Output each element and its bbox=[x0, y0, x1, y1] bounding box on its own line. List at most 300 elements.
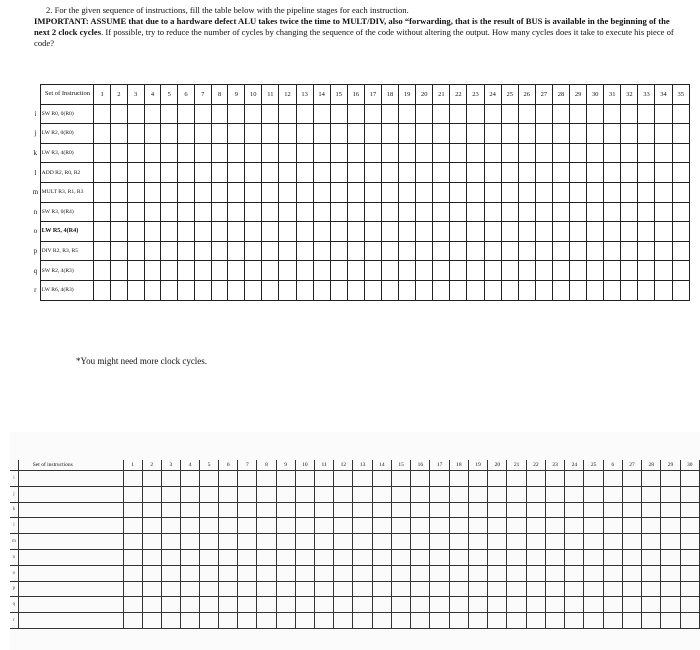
stage-cell[interactable] bbox=[570, 182, 587, 202]
stage-cell[interactable] bbox=[279, 182, 296, 202]
stage-cell-2[interactable] bbox=[295, 502, 314, 518]
stage-cell-2[interactable] bbox=[468, 581, 487, 597]
stage-cell-2[interactable] bbox=[449, 534, 468, 550]
stage-cell[interactable] bbox=[399, 202, 416, 222]
stage-cell[interactable] bbox=[194, 261, 211, 281]
stage-cell[interactable] bbox=[416, 202, 433, 222]
stage-cell[interactable] bbox=[161, 124, 178, 144]
stage-cell-2[interactable] bbox=[314, 597, 333, 613]
stage-cell-2[interactable] bbox=[661, 597, 680, 613]
stage-cell[interactable] bbox=[518, 182, 535, 202]
stage-cell-2[interactable] bbox=[372, 549, 391, 565]
stage-cell-2[interactable] bbox=[353, 486, 372, 502]
stage-cell[interactable] bbox=[518, 124, 535, 144]
stage-cell-2[interactable] bbox=[142, 565, 161, 581]
stage-cell[interactable] bbox=[178, 202, 195, 222]
stage-cell-2[interactable] bbox=[430, 565, 449, 581]
stage-cell[interactable] bbox=[111, 280, 128, 300]
stage-cell-2[interactable] bbox=[180, 518, 199, 534]
stage-cell-2[interactable] bbox=[123, 613, 142, 629]
stage-cell[interactable] bbox=[672, 261, 689, 281]
stage-cell[interactable] bbox=[194, 182, 211, 202]
stage-cell[interactable] bbox=[587, 182, 604, 202]
stage-cell[interactable] bbox=[416, 222, 433, 242]
stage-cell[interactable] bbox=[552, 143, 569, 163]
stage-cell-2[interactable] bbox=[257, 613, 276, 629]
stage-cell-2[interactable] bbox=[219, 597, 238, 613]
stage-cell[interactable] bbox=[535, 104, 552, 124]
stage-cell-2[interactable] bbox=[584, 534, 603, 550]
stage-cell[interactable] bbox=[450, 261, 467, 281]
stage-cell[interactable] bbox=[416, 182, 433, 202]
stage-cell[interactable] bbox=[518, 222, 535, 242]
stage-cell-2[interactable] bbox=[391, 534, 410, 550]
stage-cell-2[interactable] bbox=[123, 518, 142, 534]
stage-cell[interactable] bbox=[433, 241, 450, 261]
stage-cell[interactable] bbox=[194, 202, 211, 222]
stage-cell[interactable] bbox=[228, 143, 245, 163]
stage-cell-2[interactable] bbox=[622, 518, 641, 534]
stage-cell-2[interactable] bbox=[411, 581, 430, 597]
stage-cell-2[interactable] bbox=[449, 518, 468, 534]
stage-cell-2[interactable] bbox=[584, 565, 603, 581]
stage-cell-2[interactable] bbox=[200, 613, 219, 629]
stage-cell[interactable] bbox=[535, 163, 552, 183]
stage-cell[interactable] bbox=[552, 222, 569, 242]
stage-cell-2[interactable] bbox=[411, 565, 430, 581]
stage-cell[interactable] bbox=[228, 182, 245, 202]
stage-cell[interactable] bbox=[94, 261, 111, 281]
stage-cell-2[interactable] bbox=[468, 471, 487, 487]
stage-cell[interactable] bbox=[655, 143, 672, 163]
stage-cell-2[interactable] bbox=[314, 565, 333, 581]
stage-cell[interactable] bbox=[94, 280, 111, 300]
stage-cell[interactable] bbox=[433, 280, 450, 300]
stage-cell-2[interactable] bbox=[391, 565, 410, 581]
stage-cell-2[interactable] bbox=[507, 597, 526, 613]
stage-cell[interactable] bbox=[313, 222, 330, 242]
stage-cell[interactable] bbox=[279, 104, 296, 124]
stage-cell[interactable] bbox=[211, 163, 228, 183]
stage-cell-2[interactable] bbox=[142, 549, 161, 565]
stage-cell[interactable] bbox=[144, 124, 161, 144]
stage-cell-2[interactable] bbox=[314, 581, 333, 597]
stage-cell[interactable] bbox=[211, 182, 228, 202]
stage-cell-2[interactable] bbox=[468, 502, 487, 518]
stage-cell-2[interactable] bbox=[680, 471, 699, 487]
stage-cell[interactable] bbox=[672, 241, 689, 261]
stage-cell[interactable] bbox=[111, 222, 128, 242]
stage-cell[interactable] bbox=[467, 124, 484, 144]
stage-cell-2[interactable] bbox=[642, 549, 661, 565]
stage-cell[interactable] bbox=[94, 124, 111, 144]
stage-cell[interactable] bbox=[450, 241, 467, 261]
stage-cell[interactable] bbox=[672, 182, 689, 202]
stage-cell-2[interactable] bbox=[219, 502, 238, 518]
stage-cell[interactable] bbox=[621, 222, 638, 242]
stage-cell[interactable] bbox=[313, 241, 330, 261]
stage-cell-2[interactable] bbox=[180, 549, 199, 565]
stage-cell[interactable] bbox=[127, 124, 144, 144]
stage-cell-2[interactable] bbox=[680, 581, 699, 597]
stage-cell[interactable] bbox=[347, 182, 364, 202]
stage-cell[interactable] bbox=[296, 182, 313, 202]
stage-cell[interactable] bbox=[621, 241, 638, 261]
stage-cell[interactable] bbox=[127, 222, 144, 242]
stage-cell[interactable] bbox=[111, 182, 128, 202]
stage-cell[interactable] bbox=[313, 202, 330, 222]
stage-cell-2[interactable] bbox=[507, 581, 526, 597]
stage-cell[interactable] bbox=[399, 143, 416, 163]
stage-cell[interactable] bbox=[313, 280, 330, 300]
stage-cell[interactable] bbox=[467, 182, 484, 202]
stage-cell[interactable] bbox=[587, 261, 604, 281]
stage-cell[interactable] bbox=[399, 261, 416, 281]
stage-cell[interactable] bbox=[552, 163, 569, 183]
stage-cell[interactable] bbox=[587, 163, 604, 183]
stage-cell-2[interactable] bbox=[257, 518, 276, 534]
stage-cell[interactable] bbox=[127, 261, 144, 281]
stage-cell-2[interactable] bbox=[276, 565, 295, 581]
stage-cell[interactable] bbox=[296, 241, 313, 261]
stage-cell-2[interactable] bbox=[488, 471, 507, 487]
instruction-cell-2[interactable] bbox=[18, 534, 123, 550]
stage-cell[interactable] bbox=[570, 143, 587, 163]
stage-cell-2[interactable] bbox=[565, 613, 584, 629]
stage-cell-2[interactable] bbox=[200, 565, 219, 581]
stage-cell-2[interactable] bbox=[219, 565, 238, 581]
stage-cell[interactable] bbox=[552, 280, 569, 300]
stage-cell[interactable] bbox=[144, 182, 161, 202]
stage-cell-2[interactable] bbox=[603, 613, 622, 629]
stage-cell[interactable] bbox=[94, 241, 111, 261]
stage-cell[interactable] bbox=[161, 104, 178, 124]
stage-cell[interactable] bbox=[381, 182, 398, 202]
stage-cell[interactable] bbox=[501, 222, 518, 242]
stage-cell[interactable] bbox=[381, 163, 398, 183]
stage-cell[interactable] bbox=[127, 163, 144, 183]
stage-cell-2[interactable] bbox=[507, 471, 526, 487]
stage-cell-2[interactable] bbox=[584, 597, 603, 613]
stage-cell-2[interactable] bbox=[295, 597, 314, 613]
stage-cell-2[interactable] bbox=[507, 502, 526, 518]
stage-cell[interactable] bbox=[672, 104, 689, 124]
stage-cell[interactable] bbox=[604, 222, 621, 242]
stage-cell[interactable] bbox=[399, 124, 416, 144]
stage-cell[interactable] bbox=[245, 202, 262, 222]
stage-cell-2[interactable] bbox=[161, 518, 180, 534]
stage-cell-2[interactable] bbox=[488, 518, 507, 534]
stage-cell[interactable] bbox=[279, 280, 296, 300]
stage-cell[interactable] bbox=[535, 143, 552, 163]
stage-cell[interactable] bbox=[552, 241, 569, 261]
stage-cell-2[interactable] bbox=[642, 502, 661, 518]
stage-cell-2[interactable] bbox=[238, 471, 257, 487]
stage-cell[interactable] bbox=[279, 163, 296, 183]
stage-cell-2[interactable] bbox=[372, 597, 391, 613]
stage-cell-2[interactable] bbox=[257, 549, 276, 565]
stage-cell-2[interactable] bbox=[123, 549, 142, 565]
stage-cell[interactable] bbox=[111, 124, 128, 144]
stage-cell-2[interactable] bbox=[180, 471, 199, 487]
stage-cell-2[interactable] bbox=[526, 486, 545, 502]
stage-cell-2[interactable] bbox=[276, 471, 295, 487]
stage-cell[interactable] bbox=[416, 280, 433, 300]
stage-cell-2[interactable] bbox=[526, 471, 545, 487]
stage-cell-2[interactable] bbox=[603, 518, 622, 534]
stage-cell-2[interactable] bbox=[411, 549, 430, 565]
stage-cell[interactable] bbox=[144, 202, 161, 222]
stage-cell[interactable] bbox=[178, 222, 195, 242]
stage-cell[interactable] bbox=[94, 182, 111, 202]
stage-cell-2[interactable] bbox=[334, 486, 353, 502]
stage-cell[interactable] bbox=[450, 124, 467, 144]
stage-cell[interactable] bbox=[347, 163, 364, 183]
stage-cell[interactable] bbox=[621, 104, 638, 124]
stage-cell[interactable] bbox=[245, 182, 262, 202]
stage-cell-2[interactable] bbox=[295, 486, 314, 502]
stage-cell[interactable] bbox=[484, 261, 501, 281]
stage-cell[interactable] bbox=[313, 182, 330, 202]
stage-cell-2[interactable] bbox=[584, 486, 603, 502]
stage-cell-2[interactable] bbox=[584, 581, 603, 597]
stage-cell-2[interactable] bbox=[372, 486, 391, 502]
stage-cell[interactable] bbox=[262, 182, 279, 202]
stage-cell[interactable] bbox=[467, 261, 484, 281]
stage-cell[interactable] bbox=[330, 163, 347, 183]
stage-cell-2[interactable] bbox=[449, 565, 468, 581]
stage-cell[interactable] bbox=[416, 143, 433, 163]
instruction-cell-2[interactable] bbox=[18, 613, 123, 629]
stage-cell-2[interactable] bbox=[142, 471, 161, 487]
stage-cell[interactable] bbox=[672, 222, 689, 242]
stage-cell-2[interactable] bbox=[142, 502, 161, 518]
stage-cell[interactable] bbox=[127, 280, 144, 300]
stage-cell-2[interactable] bbox=[123, 597, 142, 613]
stage-cell-2[interactable] bbox=[411, 502, 430, 518]
stage-cell[interactable] bbox=[228, 261, 245, 281]
stage-cell-2[interactable] bbox=[622, 565, 641, 581]
stage-cell-2[interactable] bbox=[334, 581, 353, 597]
stage-cell-2[interactable] bbox=[603, 502, 622, 518]
stage-cell-2[interactable] bbox=[314, 613, 333, 629]
stage-cell[interactable] bbox=[245, 280, 262, 300]
stage-cell-2[interactable] bbox=[257, 486, 276, 502]
stage-cell-2[interactable] bbox=[584, 549, 603, 565]
stage-cell-2[interactable] bbox=[642, 518, 661, 534]
stage-cell[interactable] bbox=[484, 124, 501, 144]
stage-cell[interactable] bbox=[535, 182, 552, 202]
stage-cell-2[interactable] bbox=[507, 486, 526, 502]
stage-cell[interactable] bbox=[604, 280, 621, 300]
stage-cell[interactable] bbox=[501, 280, 518, 300]
stage-cell[interactable] bbox=[194, 124, 211, 144]
stage-cell[interactable] bbox=[672, 124, 689, 144]
stage-cell[interactable] bbox=[416, 241, 433, 261]
stage-cell-2[interactable] bbox=[642, 471, 661, 487]
stage-cell[interactable] bbox=[433, 202, 450, 222]
stage-cell-2[interactable] bbox=[622, 613, 641, 629]
stage-cell[interactable] bbox=[467, 104, 484, 124]
stage-cell-2[interactable] bbox=[180, 534, 199, 550]
instruction-cell-2[interactable] bbox=[18, 581, 123, 597]
stage-cell[interactable] bbox=[416, 261, 433, 281]
stage-cell[interactable] bbox=[279, 124, 296, 144]
stage-cell[interactable] bbox=[313, 124, 330, 144]
stage-cell[interactable] bbox=[161, 182, 178, 202]
stage-cell[interactable] bbox=[587, 222, 604, 242]
stage-cell[interactable] bbox=[655, 124, 672, 144]
stage-cell[interactable] bbox=[518, 163, 535, 183]
stage-cell[interactable] bbox=[347, 202, 364, 222]
stage-cell[interactable] bbox=[672, 163, 689, 183]
stage-cell-2[interactable] bbox=[488, 534, 507, 550]
stage-cell[interactable] bbox=[111, 104, 128, 124]
stage-cell[interactable] bbox=[570, 280, 587, 300]
stage-cell-2[interactable] bbox=[142, 486, 161, 502]
stage-cell[interactable] bbox=[638, 222, 655, 242]
stage-cell[interactable] bbox=[467, 241, 484, 261]
stage-cell-2[interactable] bbox=[449, 549, 468, 565]
stage-cell-2[interactable] bbox=[200, 549, 219, 565]
stage-cell-2[interactable] bbox=[411, 518, 430, 534]
stage-cell[interactable] bbox=[94, 143, 111, 163]
stage-cell[interactable] bbox=[655, 222, 672, 242]
stage-cell-2[interactable] bbox=[334, 534, 353, 550]
stage-cell-2[interactable] bbox=[142, 581, 161, 597]
stage-cell-2[interactable] bbox=[430, 549, 449, 565]
stage-cell[interactable] bbox=[518, 104, 535, 124]
stage-cell-2[interactable] bbox=[161, 502, 180, 518]
stage-cell[interactable] bbox=[535, 222, 552, 242]
stage-cell[interactable] bbox=[381, 241, 398, 261]
stage-cell-2[interactable] bbox=[142, 597, 161, 613]
stage-cell[interactable] bbox=[279, 143, 296, 163]
stage-cell[interactable] bbox=[416, 124, 433, 144]
stage-cell[interactable] bbox=[416, 104, 433, 124]
stage-cell-2[interactable] bbox=[295, 581, 314, 597]
stage-cell[interactable] bbox=[364, 222, 381, 242]
stage-cell[interactable] bbox=[364, 261, 381, 281]
stage-cell-2[interactable] bbox=[603, 534, 622, 550]
stage-cell[interactable] bbox=[262, 222, 279, 242]
stage-cell-2[interactable] bbox=[430, 471, 449, 487]
stage-cell-2[interactable] bbox=[276, 486, 295, 502]
stage-cell[interactable] bbox=[279, 241, 296, 261]
stage-cell-2[interactable] bbox=[526, 534, 545, 550]
stage-cell[interactable] bbox=[672, 280, 689, 300]
stage-cell[interactable] bbox=[638, 261, 655, 281]
stage-cell-2[interactable] bbox=[200, 518, 219, 534]
stage-cell[interactable] bbox=[672, 202, 689, 222]
stage-cell-2[interactable] bbox=[430, 534, 449, 550]
stage-cell[interactable] bbox=[604, 202, 621, 222]
stage-cell[interactable] bbox=[211, 124, 228, 144]
stage-cell[interactable] bbox=[194, 222, 211, 242]
stage-cell-2[interactable] bbox=[507, 549, 526, 565]
stage-cell-2[interactable] bbox=[391, 549, 410, 565]
instruction-cell-2[interactable] bbox=[18, 518, 123, 534]
stage-cell[interactable] bbox=[211, 280, 228, 300]
stage-cell-2[interactable] bbox=[468, 549, 487, 565]
stage-cell[interactable] bbox=[347, 124, 364, 144]
stage-cell-2[interactable] bbox=[680, 597, 699, 613]
stage-cell-2[interactable] bbox=[468, 486, 487, 502]
stage-cell[interactable] bbox=[484, 143, 501, 163]
stage-cell-2[interactable] bbox=[545, 581, 564, 597]
stage-cell-2[interactable] bbox=[161, 565, 180, 581]
stage-cell-2[interactable] bbox=[161, 471, 180, 487]
stage-cell[interactable] bbox=[127, 143, 144, 163]
stage-cell[interactable] bbox=[604, 143, 621, 163]
stage-cell[interactable] bbox=[178, 280, 195, 300]
stage-cell[interactable] bbox=[262, 261, 279, 281]
stage-cell[interactable] bbox=[144, 222, 161, 242]
stage-cell-2[interactable] bbox=[622, 534, 641, 550]
stage-cell-2[interactable] bbox=[449, 486, 468, 502]
stage-cell[interactable] bbox=[279, 202, 296, 222]
stage-cell-2[interactable] bbox=[123, 581, 142, 597]
stage-cell[interactable] bbox=[111, 202, 128, 222]
stage-cell[interactable] bbox=[228, 163, 245, 183]
stage-cell-2[interactable] bbox=[238, 613, 257, 629]
stage-cell-2[interactable] bbox=[449, 613, 468, 629]
stage-cell[interactable] bbox=[364, 202, 381, 222]
stage-cell-2[interactable] bbox=[642, 534, 661, 550]
stage-cell[interactable] bbox=[621, 261, 638, 281]
stage-cell[interactable] bbox=[570, 261, 587, 281]
stage-cell[interactable] bbox=[211, 241, 228, 261]
stage-cell[interactable] bbox=[94, 104, 111, 124]
stage-cell-2[interactable] bbox=[219, 518, 238, 534]
stage-cell[interactable] bbox=[587, 143, 604, 163]
stage-cell[interactable] bbox=[144, 261, 161, 281]
stage-cell-2[interactable] bbox=[545, 565, 564, 581]
stage-cell-2[interactable] bbox=[295, 518, 314, 534]
stage-cell-2[interactable] bbox=[545, 502, 564, 518]
stage-cell-2[interactable] bbox=[526, 518, 545, 534]
stage-cell[interactable] bbox=[638, 143, 655, 163]
stage-cell[interactable] bbox=[501, 202, 518, 222]
stage-cell[interactable] bbox=[364, 124, 381, 144]
stage-cell[interactable] bbox=[296, 280, 313, 300]
stage-cell[interactable] bbox=[127, 241, 144, 261]
stage-cell-2[interactable] bbox=[372, 518, 391, 534]
stage-cell[interactable] bbox=[245, 241, 262, 261]
stage-cell-2[interactable] bbox=[449, 502, 468, 518]
stage-cell-2[interactable] bbox=[161, 613, 180, 629]
stage-cell-2[interactable] bbox=[372, 613, 391, 629]
stage-cell[interactable] bbox=[161, 163, 178, 183]
stage-cell-2[interactable] bbox=[219, 549, 238, 565]
stage-cell[interactable] bbox=[604, 163, 621, 183]
stage-cell[interactable] bbox=[194, 280, 211, 300]
stage-cell-2[interactable] bbox=[161, 549, 180, 565]
stage-cell-2[interactable] bbox=[180, 581, 199, 597]
stage-cell-2[interactable] bbox=[295, 471, 314, 487]
stage-cell[interactable] bbox=[330, 104, 347, 124]
stage-cell[interactable] bbox=[450, 143, 467, 163]
stage-cell-2[interactable] bbox=[276, 502, 295, 518]
stage-cell[interactable] bbox=[621, 182, 638, 202]
stage-cell-2[interactable] bbox=[507, 518, 526, 534]
stage-cell[interactable] bbox=[144, 104, 161, 124]
instruction-cell-2[interactable] bbox=[18, 565, 123, 581]
stage-cell[interactable] bbox=[638, 280, 655, 300]
stage-cell[interactable] bbox=[416, 163, 433, 183]
stage-cell[interactable] bbox=[501, 124, 518, 144]
stage-cell[interactable] bbox=[381, 124, 398, 144]
